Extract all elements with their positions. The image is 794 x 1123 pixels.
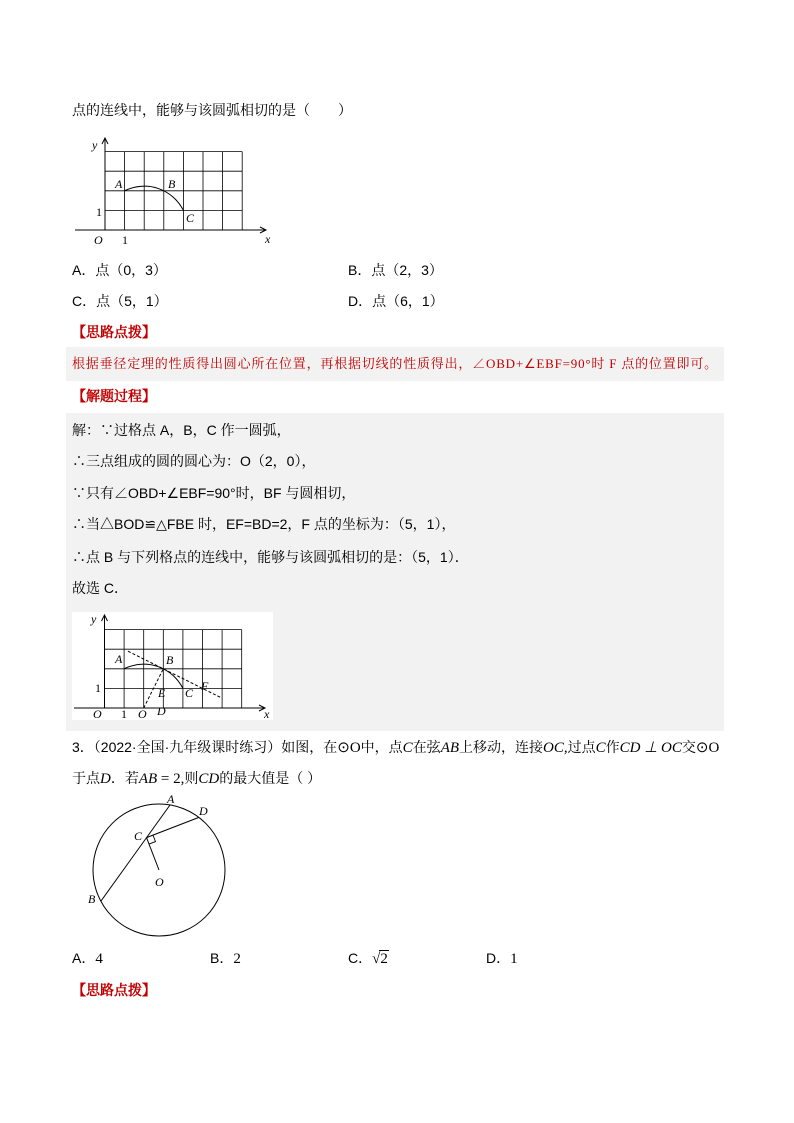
stem-text: 作 [605, 739, 620, 755]
option-c [348, 949, 389, 968]
option-value: 1 [510, 951, 518, 967]
option-a [72, 949, 103, 968]
math-var: AB [138, 771, 158, 787]
question3-circle-figure [80, 790, 230, 945]
hint-heading: 【思路点拨】 [72, 982, 156, 998]
solution-line: ∴三点组成的圆的圆心为：O（2，0）， [72, 453, 316, 469]
stem-text: 上移动，连接 [459, 739, 544, 755]
math-expression: CD ⊥ OC [619, 740, 682, 756]
math-var: C [402, 740, 413, 756]
point-b-label: B [168, 177, 176, 191]
math-var: D [100, 771, 111, 787]
solution-line: ∵只有∠OBD+∠EBF=90°时，BF 与圆相切， [72, 485, 356, 501]
option-b [210, 949, 241, 968]
point-d-label: D [199, 804, 208, 818]
point-e-label: E [158, 686, 166, 700]
x-axis-label: x [264, 707, 270, 720]
circle-symbol: ⊙O [695, 740, 720, 756]
x-axis-label: x [265, 232, 271, 246]
point-a-label: A [115, 652, 123, 666]
stem-text: 于点 [72, 770, 100, 786]
stem-text: 则 [184, 770, 199, 786]
stem-text: ．若 [110, 770, 139, 786]
point-d-label: D [157, 704, 166, 718]
point-b-label: B [88, 892, 96, 906]
math-var: AB [440, 740, 460, 756]
point-f-label: F [201, 679, 209, 693]
option-b: B．点（2，3） [348, 262, 443, 278]
origin-label: O [93, 707, 102, 720]
stem-text: 在弦 [412, 739, 441, 755]
center-o-label: O [138, 707, 147, 720]
question3-stem-line2 [72, 769, 321, 788]
option-value: 2 [233, 951, 241, 967]
option-value: 4 [95, 951, 103, 967]
solution-line: 故选 C． [72, 580, 128, 596]
stem-text: 交 [681, 739, 696, 755]
point-c-label: C [134, 829, 143, 843]
stem-text: 过点 [567, 739, 596, 755]
option-letter: D． [486, 950, 511, 966]
option-a: A．点（0，3） [72, 262, 167, 278]
point-a-label: A [167, 792, 175, 806]
math-var: OC, [543, 740, 568, 756]
math-expression: = 2, [157, 771, 185, 787]
hint-text: 根据垂径定理的性质得出圆心所在位置，再根据切线的性质得出，∠OBD+∠EBF=90°时 F 点的位置即可。 [72, 356, 718, 371]
math-var: C [595, 740, 606, 756]
solution-grid-figure [72, 612, 273, 720]
math-var: CD [198, 771, 220, 787]
y-axis-label: y [91, 612, 97, 626]
stem-text: 的最大值是（ ） [219, 770, 322, 786]
y-axis-label: y [92, 138, 98, 152]
option-letter: A． [72, 950, 96, 966]
question3-stem-line1 [72, 738, 719, 757]
stem-text: 3．（2022·全国·九年级课时练习）如图，在 [72, 739, 338, 755]
solution-line: 解：∵过格点 A，B，C 作一圆弧， [72, 422, 291, 438]
radicand: 2 [380, 951, 388, 967]
option-d [486, 949, 518, 968]
hint-heading: 【思路点拨】 [72, 324, 156, 340]
x-tick-label: 1 [121, 707, 127, 720]
option-letter: B． [210, 950, 234, 966]
y-tick-label: 1 [95, 681, 101, 695]
point-a-label: A [115, 177, 123, 191]
question2-grid-figure [66, 130, 286, 250]
question2-stem: 点的连线中，能够与该圆弧相切的是（ ） [72, 102, 352, 118]
center-o-label: O [155, 875, 164, 889]
solution-line: ∴当△BOD≌△FBE 时，EF=BD=2，F 点的坐标为：（5，1）， [72, 516, 456, 532]
y-tick-label: 1 [96, 205, 102, 219]
option-c: C．点（5，1） [72, 293, 168, 309]
origin-label: O [94, 233, 103, 247]
circle-symbol: ⊙O [337, 740, 361, 756]
radical-sign: √ [372, 951, 381, 967]
solution-line: ∴点 B 与下列格点的连线中，能够与该圆弧相切的是：（5，1）． [72, 549, 469, 565]
solution-heading: 【解题过程】 [72, 388, 156, 404]
option-letter: C． [348, 950, 373, 966]
stem-text: 中，点 [360, 739, 403, 755]
x-tick-label: 1 [122, 233, 128, 247]
point-c-label: C [186, 211, 195, 225]
point-c-label: C [185, 686, 194, 700]
option-d: D．点（6，1） [348, 293, 444, 309]
point-b-label: B [166, 653, 174, 667]
